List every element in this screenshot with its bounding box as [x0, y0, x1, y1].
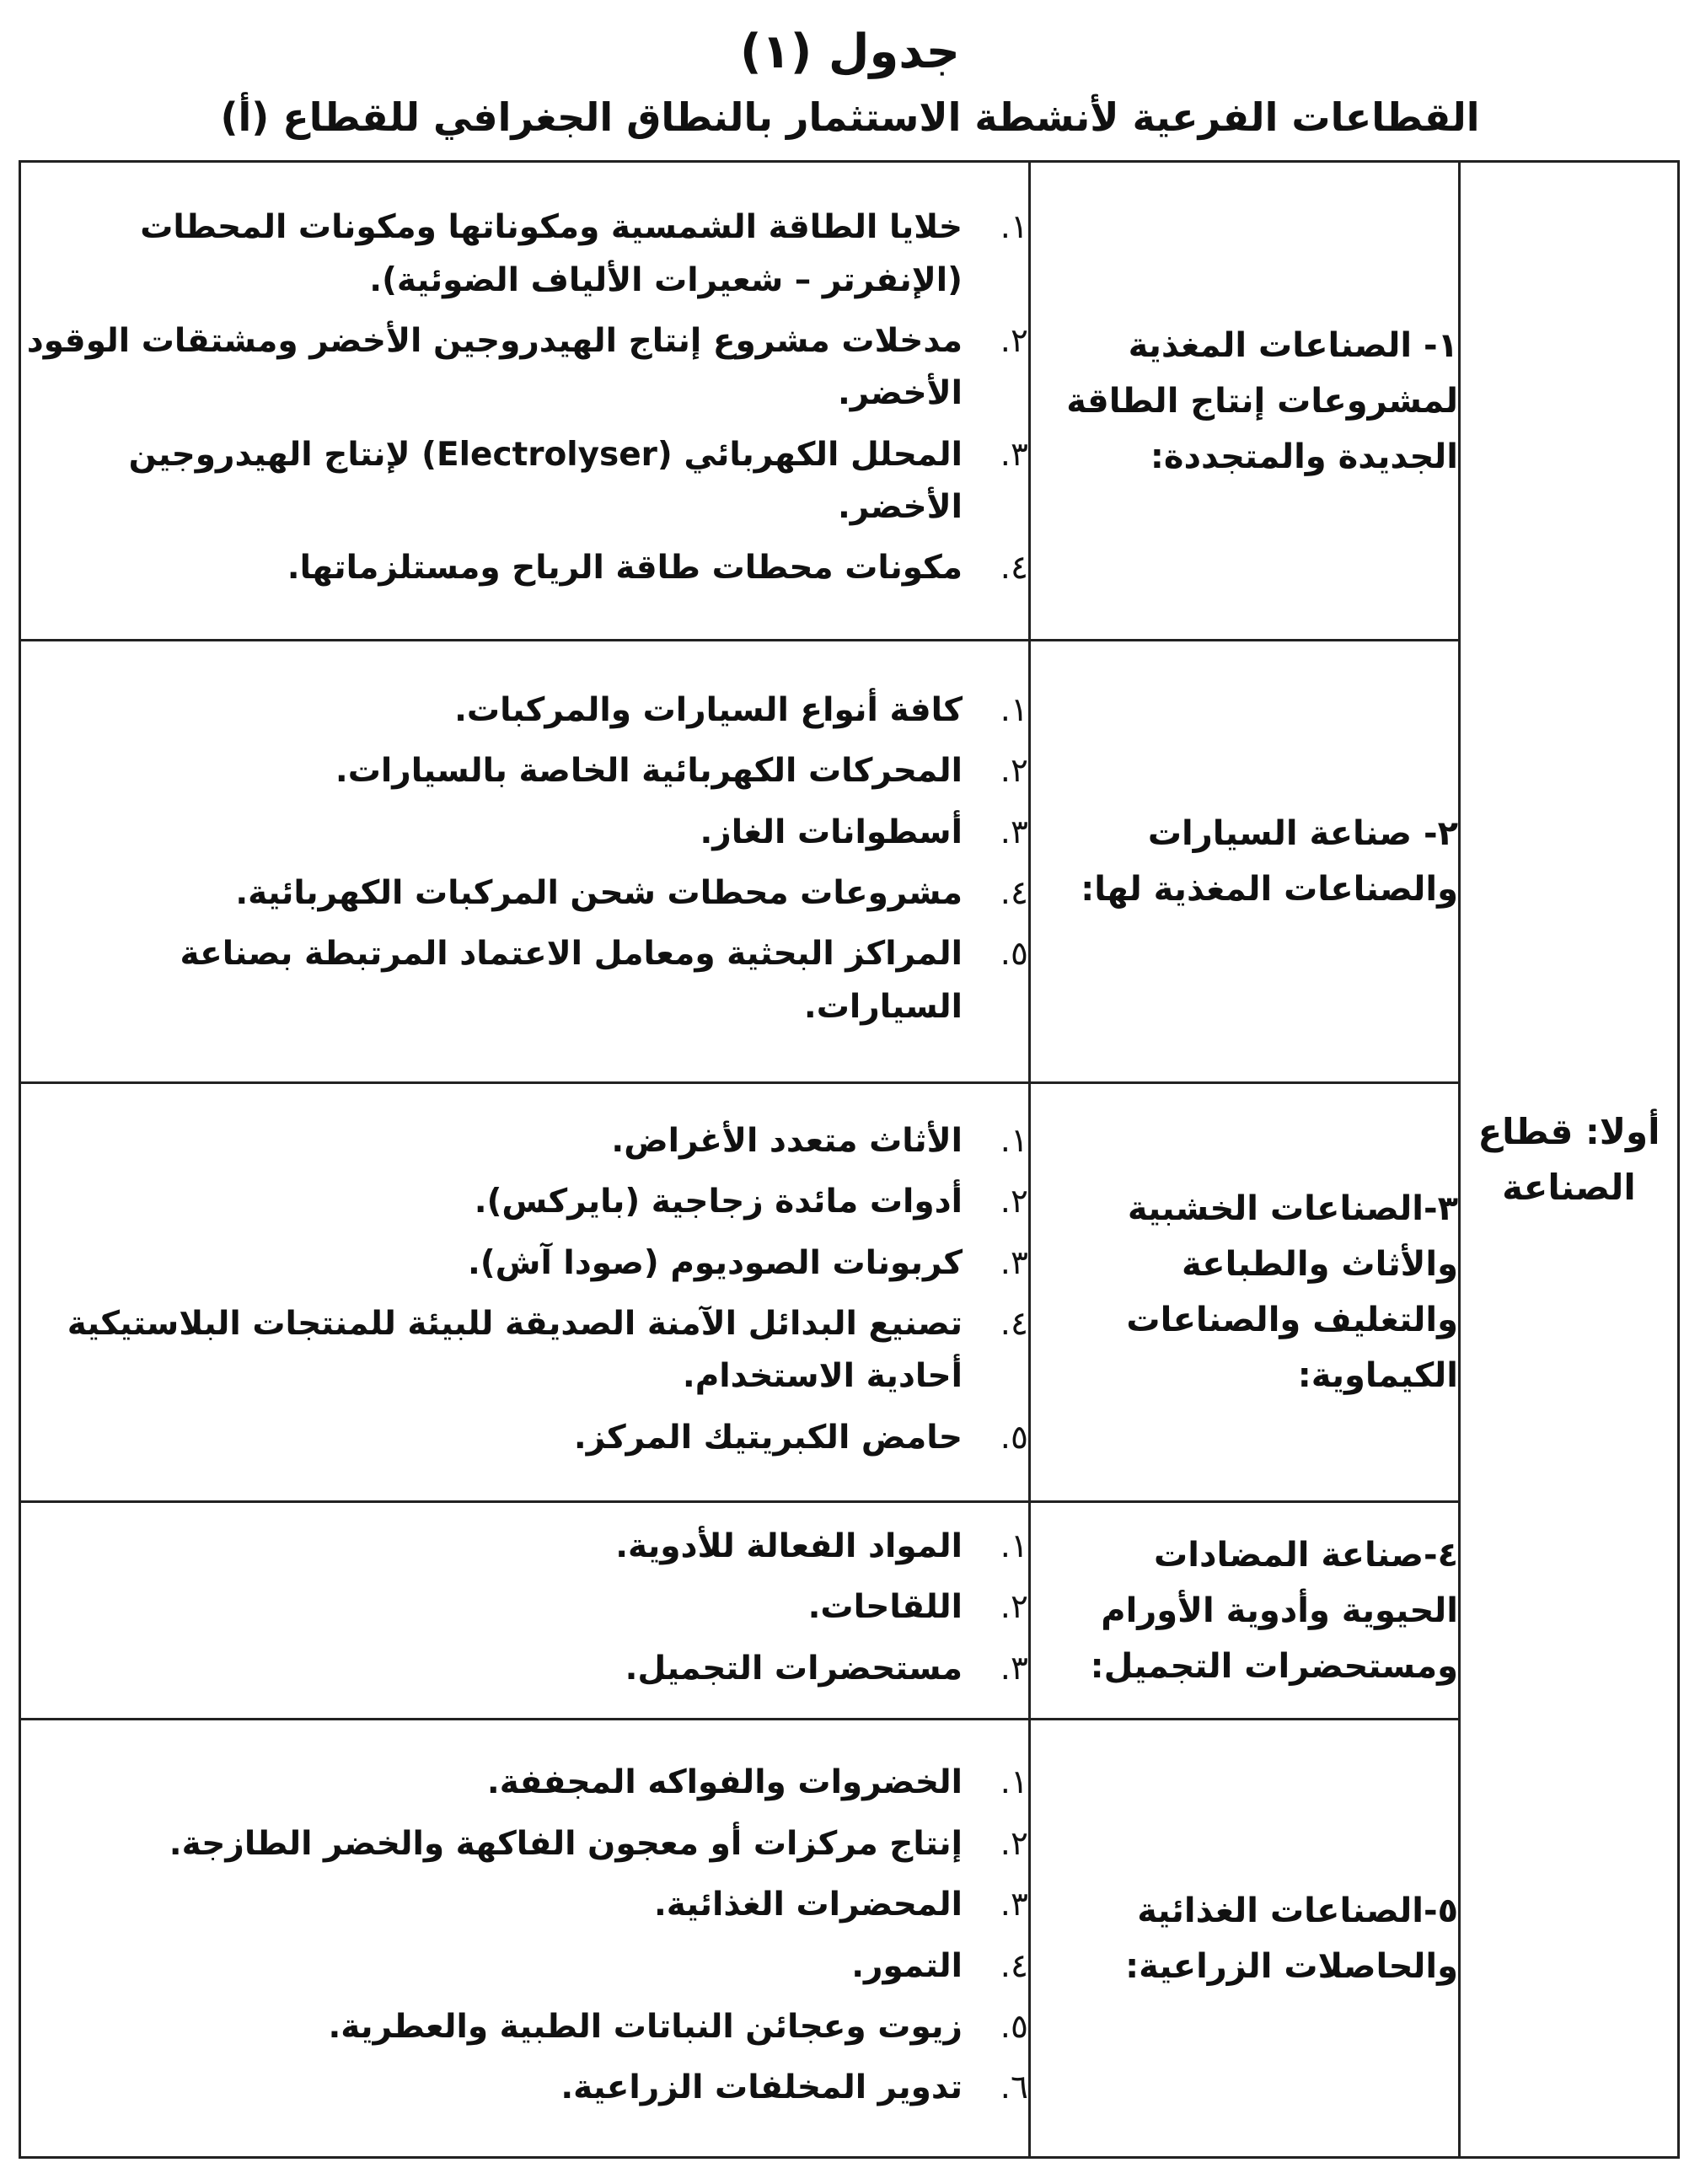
- list-item: [21, 1940, 1028, 1993]
- subsector-label: ٤-صناعة المضادات الحيوية وأدوية الأورام ومستحضرات التجميل:: [1030, 1502, 1460, 1720]
- item-number: ١.: [1000, 1121, 1028, 1160]
- item-text: أدوات مائدة زجاجية (بايركس).: [474, 1183, 963, 1221]
- list-item: [21, 1237, 1028, 1290]
- item-number: ٣.: [1000, 1886, 1028, 1924]
- items-list: [21, 1757, 1028, 2114]
- items-list: [21, 1115, 1028, 1464]
- item-text: الأثاث متعدد الأغراض.: [611, 1121, 963, 1160]
- item-text: مدخلات مشروع إنتاج الهيدروجين الأخضر ومشتقات الوقود الأخضر.: [26, 321, 963, 413]
- item-number: ٣.: [1000, 435, 1028, 474]
- item-number: ٥.: [1000, 1418, 1028, 1457]
- table-row: [20, 162, 1679, 641]
- item-number: ١.: [1000, 208, 1028, 247]
- item-number: ٥.: [1000, 935, 1028, 974]
- item-text: كربونات الصوديوم (صودا آش).: [468, 1243, 963, 1282]
- item-text: المواد الفعالة للأدوية.: [615, 1527, 963, 1565]
- item-text: المحضرات الغذائية.: [653, 1886, 963, 1924]
- subsector-label: ٣-الصناعات الخشبية والأثاث والطباعة والتغليف والصناعات الكيماوية:: [1030, 1083, 1460, 1502]
- table-title: جدول (١): [740, 24, 960, 79]
- item-number: ٢.: [1000, 1824, 1028, 1863]
- item-number: ٢.: [1000, 1588, 1028, 1627]
- list-item: [21, 2001, 1028, 2053]
- item-text: تصنيع البدائل الآمنة الصديقة للبيئة للمنتجات البلاستيكية أحادية الاستخدام.: [67, 1305, 963, 1396]
- item-number: ٤.: [1000, 549, 1028, 588]
- item-text: مكونات محطات طاقة الرياح ومستلزماتها.: [287, 549, 963, 588]
- list-item: [21, 315, 1028, 421]
- list-item: [21, 807, 1028, 859]
- item-text: حامض الكبريتيك المركز.: [573, 1418, 963, 1457]
- item-text: كافة أنواع السيارات والمركبات.: [454, 690, 963, 729]
- item-number: ٣.: [1000, 1649, 1028, 1688]
- list-item: [21, 684, 1028, 737]
- items-list: [21, 1521, 1028, 1695]
- item-number: ١.: [1000, 1527, 1028, 1565]
- item-number: ٤.: [1000, 874, 1028, 912]
- subsectors-table: [19, 160, 1680, 2159]
- list-item: [21, 1176, 1028, 1228]
- items-cell: [20, 162, 1030, 641]
- items-cell: [20, 1720, 1030, 2158]
- subsector-label: ١- الصناعات المغذية لمشروعات إنتاج الطاقة الجديدة والمتجددة:: [1030, 162, 1460, 641]
- sector-label: أولا: قطاع الصناعة: [1460, 162, 1679, 2158]
- item-text: زيوت وعجائن النباتات الطبية والعطرية.: [328, 2007, 963, 2046]
- item-text: مستحضرات التجميل.: [625, 1649, 963, 1688]
- item-text: المحركات الكهربائية الخاصة بالسيارات.: [335, 752, 963, 791]
- list-item: [21, 1581, 1028, 1634]
- item-text: التمور.: [851, 1946, 963, 1985]
- table-row: [20, 1502, 1679, 1720]
- item-number: ٦.: [1000, 2069, 1028, 2107]
- item-text: خلايا الطاقة الشمسية ومكوناتها ومكونات المحطات (الإنفرتر – شعيرات الألياف الضوئية).: [140, 208, 963, 299]
- item-number: ١.: [1000, 690, 1028, 729]
- list-item: [21, 201, 1028, 307]
- list-item: [21, 1643, 1028, 1695]
- item-number: ٣.: [1000, 1243, 1028, 1282]
- item-number: ٤.: [1000, 1946, 1028, 1985]
- item-text: المحلل الكهربائي (Electrolyser) لإنتاج الهيدروجين الأخضر.: [128, 435, 963, 527]
- item-text: المراكز البحثية ومعامل الاعتماد المرتبطة بصناعة السيارات.: [180, 935, 963, 1026]
- list-item: [21, 1879, 1028, 1931]
- item-number: ٢.: [1000, 752, 1028, 791]
- list-item: [21, 867, 1028, 920]
- subsector-label: ٢- صناعة السيارات والصناعات المغذية لها:: [1030, 641, 1460, 1083]
- items-list: [21, 684, 1028, 1033]
- item-number: ١.: [1000, 1763, 1028, 1802]
- list-item: [21, 1298, 1028, 1403]
- item-text: الخضروات والفواكه المجففة.: [486, 1763, 963, 1802]
- list-item: [21, 1521, 1028, 1573]
- list-item: [21, 1818, 1028, 1870]
- item-text: إنتاج مركزات أو معجون الفاكهة والخضر الطازجة.: [169, 1824, 963, 1863]
- table-row: [20, 1720, 1679, 2158]
- item-number: ٢.: [1000, 1183, 1028, 1221]
- list-item: [21, 429, 1028, 534]
- item-text: مشروعات محطات شحن المركبات الكهربائية.: [235, 874, 963, 912]
- item-number: ٥.: [1000, 2007, 1028, 2046]
- items-cell: [20, 641, 1030, 1083]
- item-text: تدوير المخلفات الزراعية.: [560, 2069, 963, 2107]
- subsector-label: ٥-الصناعات الغذائية والحاصلات الزراعية:: [1030, 1720, 1460, 2158]
- items-cell: [20, 1083, 1030, 1502]
- list-item: [21, 1412, 1028, 1464]
- items-cell: [20, 1502, 1030, 1720]
- table-subtitle: القطاعات الفرعية لأنشطة الاستثمار بالنطاق الجغرافي للقطاع (أ): [220, 94, 1480, 140]
- list-item: [21, 1757, 1028, 1809]
- list-item: [21, 1115, 1028, 1167]
- table-row: [20, 641, 1679, 1083]
- item-number: ٣.: [1000, 813, 1028, 851]
- list-item: [21, 745, 1028, 797]
- item-number: ٤.: [1000, 1305, 1028, 1343]
- list-item: [21, 928, 1028, 1033]
- table-row: [20, 1083, 1679, 1502]
- items-list: [21, 201, 1028, 595]
- list-item: [21, 2062, 1028, 2114]
- item-text: أسطوانات الغاز.: [700, 813, 963, 851]
- item-text: اللقاحات.: [807, 1588, 963, 1627]
- list-item: [21, 542, 1028, 594]
- item-number: ٢.: [1000, 321, 1028, 360]
